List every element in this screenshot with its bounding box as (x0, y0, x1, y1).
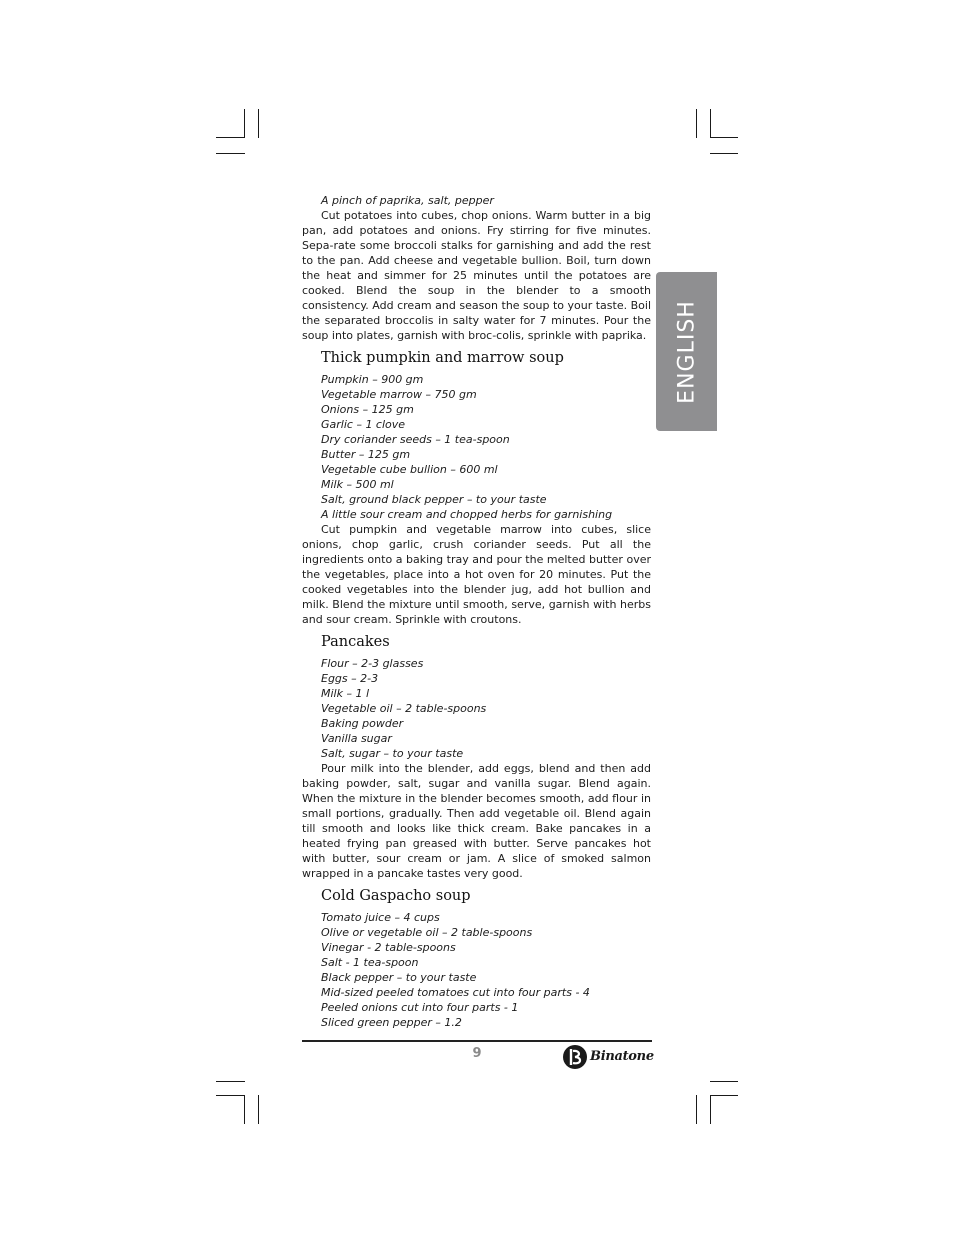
crop-mark (216, 1095, 245, 1096)
recipe-column (302, 193, 651, 1030)
crop-mark (216, 1081, 245, 1082)
ingredient-line: Flour – 2-3 glasses (321, 657, 424, 670)
crop-mark (710, 1095, 711, 1124)
recipe-title: Thick pumpkin and marrow soup (321, 350, 564, 366)
ingredient-line: Eggs – 2-3 (321, 672, 379, 685)
crop-mark (710, 1081, 738, 1082)
crop-mark (710, 153, 738, 154)
ingredient-line: Tomato juice – 4 cups (321, 911, 440, 924)
ingredient-line: Milk – 1 l (321, 687, 370, 700)
ingredient-line: Salt, ground black pepper – to your taste (321, 493, 547, 506)
ingredient-line: Baking powder (321, 717, 404, 730)
ingredient-line: Vegetable oil – 2 table-spoons (321, 702, 487, 715)
ingredient-line: Black pepper – to your taste (321, 971, 477, 984)
ingredient-line: A pinch of paprika, salt, pepper (321, 194, 494, 207)
crop-mark (216, 153, 245, 154)
crop-mark (244, 109, 245, 138)
crop-mark (216, 137, 245, 138)
ingredient-line: Vanilla sugar (321, 732, 392, 745)
ingredient-line: Milk – 500 ml (321, 478, 394, 491)
ingredient-line: Sliced green pepper – 1.2 (321, 1016, 462, 1029)
brand-logo (562, 1044, 654, 1070)
ingredient-line: Vinegar - 2 table-spoons (321, 941, 456, 954)
crop-mark (696, 109, 697, 138)
ingredient-line: Pumpkin – 900 gm (321, 373, 424, 386)
ingredient-line: Vegetable marrow – 750 gm (321, 388, 477, 401)
ingredient-line: A little sour cream and chopped herbs for garnishing (321, 508, 613, 521)
ingredient-line: Olive or vegetable oil – 2 table-spoons (321, 926, 533, 939)
crop-mark (696, 1095, 697, 1124)
crop-mark (258, 109, 259, 138)
language-tab-label: ENGLISH (674, 299, 699, 404)
crop-mark (710, 137, 738, 138)
crop-mark (244, 1095, 245, 1124)
ingredient-line: Butter – 125 gm (321, 448, 411, 461)
ingredient-line: Dry coriander seeds – 1 tea-spoon (321, 433, 510, 446)
recipe-instructions: Cut potatoes into cubes, chop onions. Warm butter in a big pan, add potatoes and onions. Fry stirring for five minutes. Sepa-rate some broccoli stalks for garnishing and add the rest to the pan. Add cheese and vegetable bullion. Boil, turn down the heat and simmer for 25 minutes until the potatoes are cooked. Blend the soup in the blender to a smooth consistency. Add cream and season the soup to your taste. Boil the separated broccolis in salty water for 7 minutes. Pour the soup into plates, garnish with broc-colis, sprinkle with paprika. (302, 209, 651, 342)
ingredient-line: Onions – 125 gm (321, 403, 414, 416)
ingredient-line: Salt, sugar – to your taste (321, 747, 464, 760)
recipe-title: Cold Gaspacho soup (321, 888, 471, 904)
ingredient-line: Salt - 1 tea-spoon (321, 956, 419, 969)
recipe-title: Pancakes (321, 634, 390, 650)
ingredient-line: Peeled onions cut into four parts - 1 (321, 1001, 519, 1014)
recipe-instructions: Cut pumpkin and vegetable marrow into cubes, slice onions, chop garlic, crush coriander seeds. Put all the ingredients onto a baking tray and pour the melted butter over the vegetables, place into a hot oven for 20 minutes. Put the cooked vegetables into the blender jug, add hot bullion and milk. Blend the mixture until smooth, serve, garnish with herbs and sour cream. Sprinkle with croutons. (302, 523, 651, 626)
binatone-logo-icon (562, 1044, 588, 1070)
page-number: 9 (472, 1046, 482, 1061)
crop-mark (258, 1095, 259, 1124)
language-tab (656, 272, 717, 431)
footer-rule (302, 1040, 652, 1042)
crop-mark (710, 1095, 738, 1096)
ingredient-line: Vegetable cube bullion – 600 ml (321, 463, 498, 476)
ingredient-line: Mid-sized peeled tomatoes cut into four parts - 4 (321, 986, 590, 999)
brand-name: Binatone (590, 1049, 654, 1064)
recipe-instructions: Pour milk into the blender, add eggs, blend and then add baking powder, salt, sugar and vanilla sugar. Blend again. When the mixture in the blender becomes smooth, add flour in small portions, gradually. Then add vegetable oil. Blend again till smooth and looks like thick cream. Bake pancakes in a heated frying pan greased with butter. Serve pancakes hot with butter, sour cream or jam. A slice of smoked salmon wrapped in a pancake tastes very good. (302, 762, 651, 880)
ingredient-line: Garlic – 1 clove (321, 418, 406, 431)
crop-mark (710, 109, 711, 138)
